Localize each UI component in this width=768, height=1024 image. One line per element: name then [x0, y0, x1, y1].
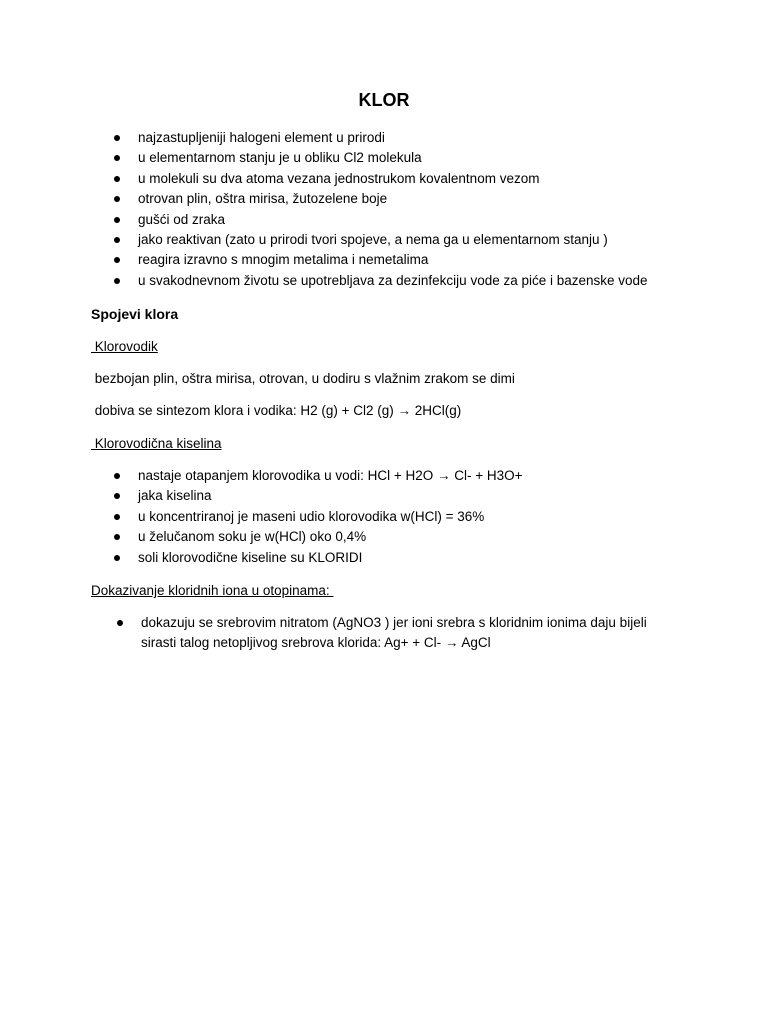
list-item: nastaje otapanjem klorovodika u vodi: HCl + H2O → Cl- + H3O+ — [0, 466, 523, 486]
list-item: jaka kiselina — [0, 486, 523, 506]
bullet-dot-icon — [114, 176, 120, 182]
bullet-dot-icon — [114, 155, 120, 161]
bullet-dot-icon — [114, 135, 120, 141]
detection-heading: Dokazivanje kloridnih iona u otopinama: — [91, 583, 334, 598]
list-item: dokazuju se srebrovim nitratom (AgNO3 ) jer ioni srebra s kloridnim ionima daju bijeli sirasti talog netopljivog srebrova klorida: Ag+ + Cl- → AgCl — [0, 613, 661, 654]
bullet-dot-icon — [117, 620, 123, 626]
list-item: najzastupljeniji halogeni element u prirodi — [0, 128, 648, 148]
intro-bullet-list — [0, 128, 648, 291]
bullet-dot-icon — [114, 217, 120, 223]
bullet-dot-icon — [114, 278, 120, 284]
list-item: u molekuli su dva atoma vezana jednostrukom kovalentnom vezom — [0, 169, 648, 189]
detection-bullet-list — [0, 613, 661, 654]
acid-heading: Klorovodična kiselina — [91, 436, 222, 451]
list-item: reagira izravno s mnogim metalima i nemetalima — [0, 250, 648, 270]
compounds-heading: Spojevi klora — [91, 306, 179, 322]
hcl-synthesis: dobiva se sintezom klora i vodika: H2 (g) + Cl2 (g) → 2HCl(g) — [91, 403, 462, 418]
hcl-description: bezbojan plin, oštra mirisa, otrovan, u dodiru s vlažnim zrakom se dimi — [91, 371, 515, 386]
list-item: otrovan plin, oštra mirisa, žutozelene boje — [0, 189, 648, 209]
bullet-dot-icon — [114, 237, 120, 243]
list-item: u koncentriranoj je maseni udio klorovodika w(HCl) = 36% — [0, 507, 523, 527]
bullet-dot-icon — [114, 196, 120, 202]
list-item: u želučanom soku je w(HCl) oko 0,4% — [0, 527, 523, 547]
page-title: KLOR — [358, 90, 410, 110]
hcl-heading: Klorovodik — [91, 339, 158, 354]
bullet-dot-icon — [114, 514, 120, 520]
list-item: gušći od zraka — [0, 210, 648, 230]
list-item: u elementarnom stanju je u obliku Cl2 molekula — [0, 148, 648, 168]
bullet-dot-icon — [114, 534, 120, 540]
bullet-dot-icon — [114, 555, 120, 561]
list-item: u svakodnevnom životu se upotrebljava za dezinfekciju vode za piće i bazenske vode — [0, 271, 648, 291]
list-item: soli klorovodične kiseline su KLORIDI — [0, 548, 523, 568]
list-item: jako reaktivan (zato u prirodi tvori spojeve, a nema ga u elementarnom stanju ) — [0, 230, 648, 250]
bullet-dot-icon — [114, 257, 120, 263]
acid-bullet-list — [0, 466, 523, 568]
bullet-dot-icon — [114, 493, 120, 499]
bullet-dot-icon — [114, 473, 120, 479]
